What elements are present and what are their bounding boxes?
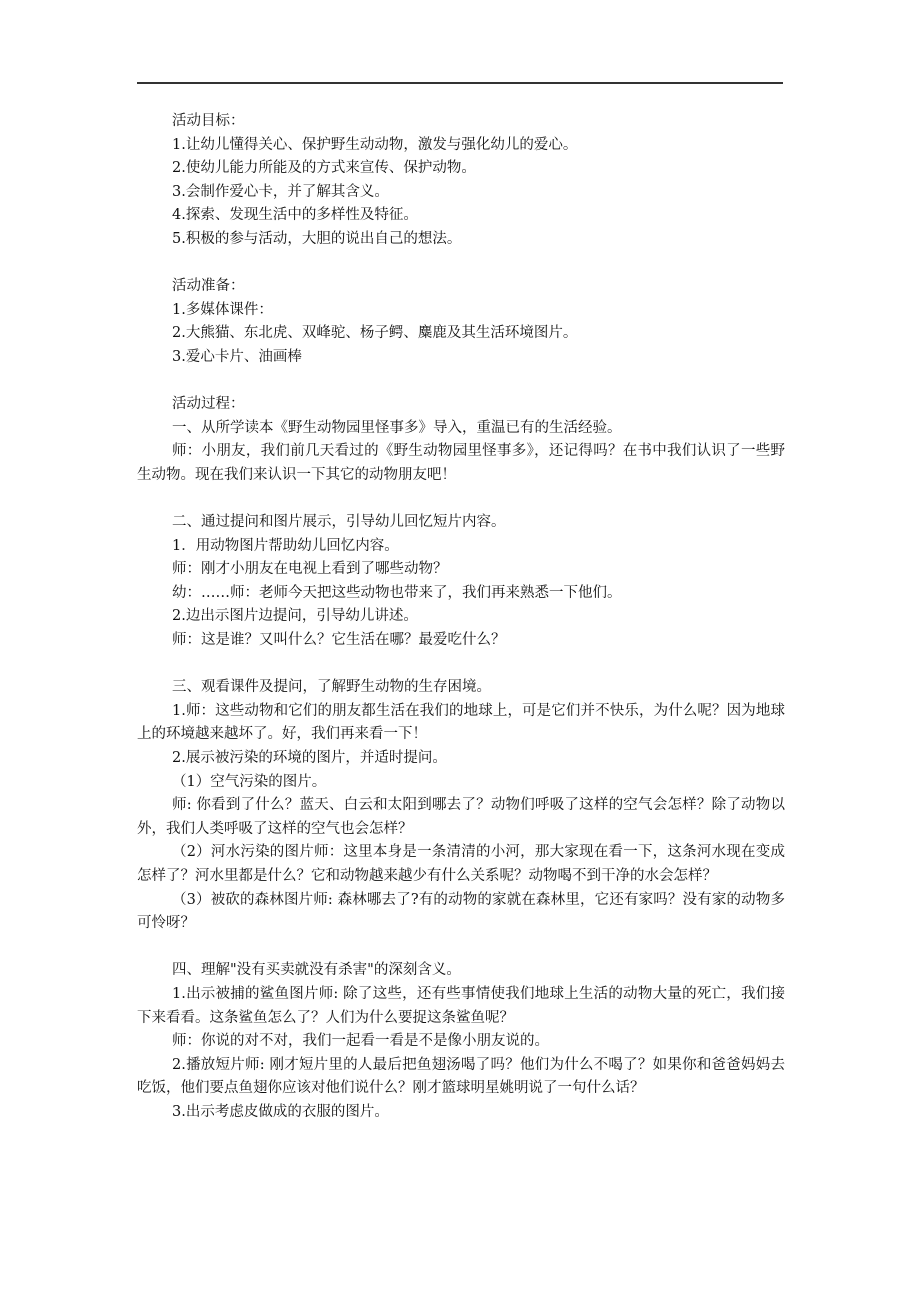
spacer: [137, 653, 785, 677]
process-paragraph: 师：小朋友，我们前几天看过的《野生动物园里怪事多》，还记得吗？在书中我们认识了一些野生动物。现在我们来认识一下其它的动物朋友吧！: [137, 443, 785, 483]
section-heading: 二、通过提问和图片展示，引导幼儿回忆短片内容。: [172, 514, 506, 531]
process-paragraph: 师：刚才小朋友在电视上看到了哪些动物？: [172, 561, 448, 578]
header-rule: [137, 82, 783, 84]
section-heading: 活动目标：: [172, 113, 245, 129]
prep-item: 1.多媒体课件：: [172, 301, 273, 318]
goal-item: 3.会制作爱心卡，并了解其含义。: [172, 183, 389, 200]
process-paragraph: （1）空气污染的图片。: [172, 773, 327, 790]
process-paragraph: （2）河水污染的图片师：这里本身是一条清清的小河，那大家现在看一下，这条河水现在变成怎样了？河水里都是什么？它和动物越来越少有什么关系呢？动物喝不到干净的水会怎样？: [137, 844, 785, 884]
section-preparation: [137, 275, 785, 369]
goal-item: 2.使幼儿能力所能及的方式来宣传、保护动物。: [172, 160, 476, 177]
process-paragraph: 2.播放短片师: 刚才短片里的人最后把鱼翅汤喝了吗？他们为什么不喝了？如果你和爸爸妈妈去吃饭，他们要点鱼翅你应该对他们说什么？刚才篮球明星姚明说了一句什么话？: [137, 1056, 785, 1097]
document-body: [137, 110, 785, 1125]
process-paragraph: 2.展示被污染的环境的图片，并适时提问。: [172, 750, 447, 767]
section-heading: 活动准备：: [172, 278, 245, 295]
section-heading: 三、观看课件及提问，了解野生动物的生存困境。: [172, 679, 491, 696]
section-heading: 四、理解"没有买卖就没有杀害"的深刻含义。: [172, 962, 461, 979]
goal-item: 1.让幼儿懂得关心、保护野生动动物，激发与强化幼儿的爱心。: [172, 136, 578, 153]
process-paragraph: 1.出示被捕的鲨鱼图片师: 除了这些，还有些事情使我们地球上生活的动物大量的死亡，我们接下来看看。这条鲨鱼怎么了？人们为什么要捉这条鲨鱼呢？: [137, 985, 785, 1026]
goal-item: 4.探索、发现生活中的多样性及特征。: [172, 207, 418, 224]
process-paragraph: （3）被砍的森林图片师: 森林哪去了?有的动物的家就在森林里，它还有家吗？没有家的动物多可怜呀？: [137, 891, 785, 932]
prep-item: 3.爱心卡片、油画棒: [172, 348, 302, 365]
process-paragraph: 师: 你看到了什么？蓝天、白云和太阳到哪去了？动物们呼吸了这样的空气会怎样？除了动物以外，我们人类呼吸了这样的空气也会怎样？: [137, 797, 785, 837]
prep-item: 2.大熊猫、东北虎、双峰驼、杨子鳄、麋鹿及其生活环境图片。: [172, 325, 578, 342]
process-paragraph: 一、从所学读本《野生动物园里怪事多》导入，重温已有的生活经验。: [172, 419, 622, 436]
process-paragraph: 幼：……师：老师今天把这些动物也带来了，我们再来熟悉一下他们。: [172, 584, 622, 601]
process-paragraph: 师：这是谁？又叫什么？它生活在哪？最爱吃什么？: [172, 632, 506, 649]
process-paragraph: 师：你说的对不对，我们一起看一看是不是像小朋友说的。: [172, 1033, 549, 1050]
spacer: [137, 936, 785, 960]
process-paragraph: 3.出示考虑皮做成的衣服的图片。: [172, 1103, 389, 1120]
section-step-four: [137, 959, 785, 1124]
process-paragraph: 2.边出示图片边提问，引导幼儿讲述。: [172, 608, 418, 625]
process-paragraph: 1．用动物图片帮助幼儿回忆内容。: [172, 537, 399, 554]
section-process: [137, 393, 785, 487]
process-paragraph: 1.师：这些动物和它们的朋友都生活在我们的地球上，可是它们并不快乐，为什么呢？因为地球上的环境越来越坏了。好，我们再来看一下！: [137, 702, 785, 743]
spacer: [137, 488, 785, 512]
section-heading: 活动过程：: [172, 396, 245, 413]
spacer: [137, 370, 785, 394]
section-step-two: [137, 511, 785, 653]
spacer: [137, 252, 785, 276]
section-goals: [137, 110, 785, 252]
section-step-three: [137, 676, 785, 936]
goal-item: 5.积极的参与活动，大胆的说出自己的想法。: [172, 230, 462, 247]
